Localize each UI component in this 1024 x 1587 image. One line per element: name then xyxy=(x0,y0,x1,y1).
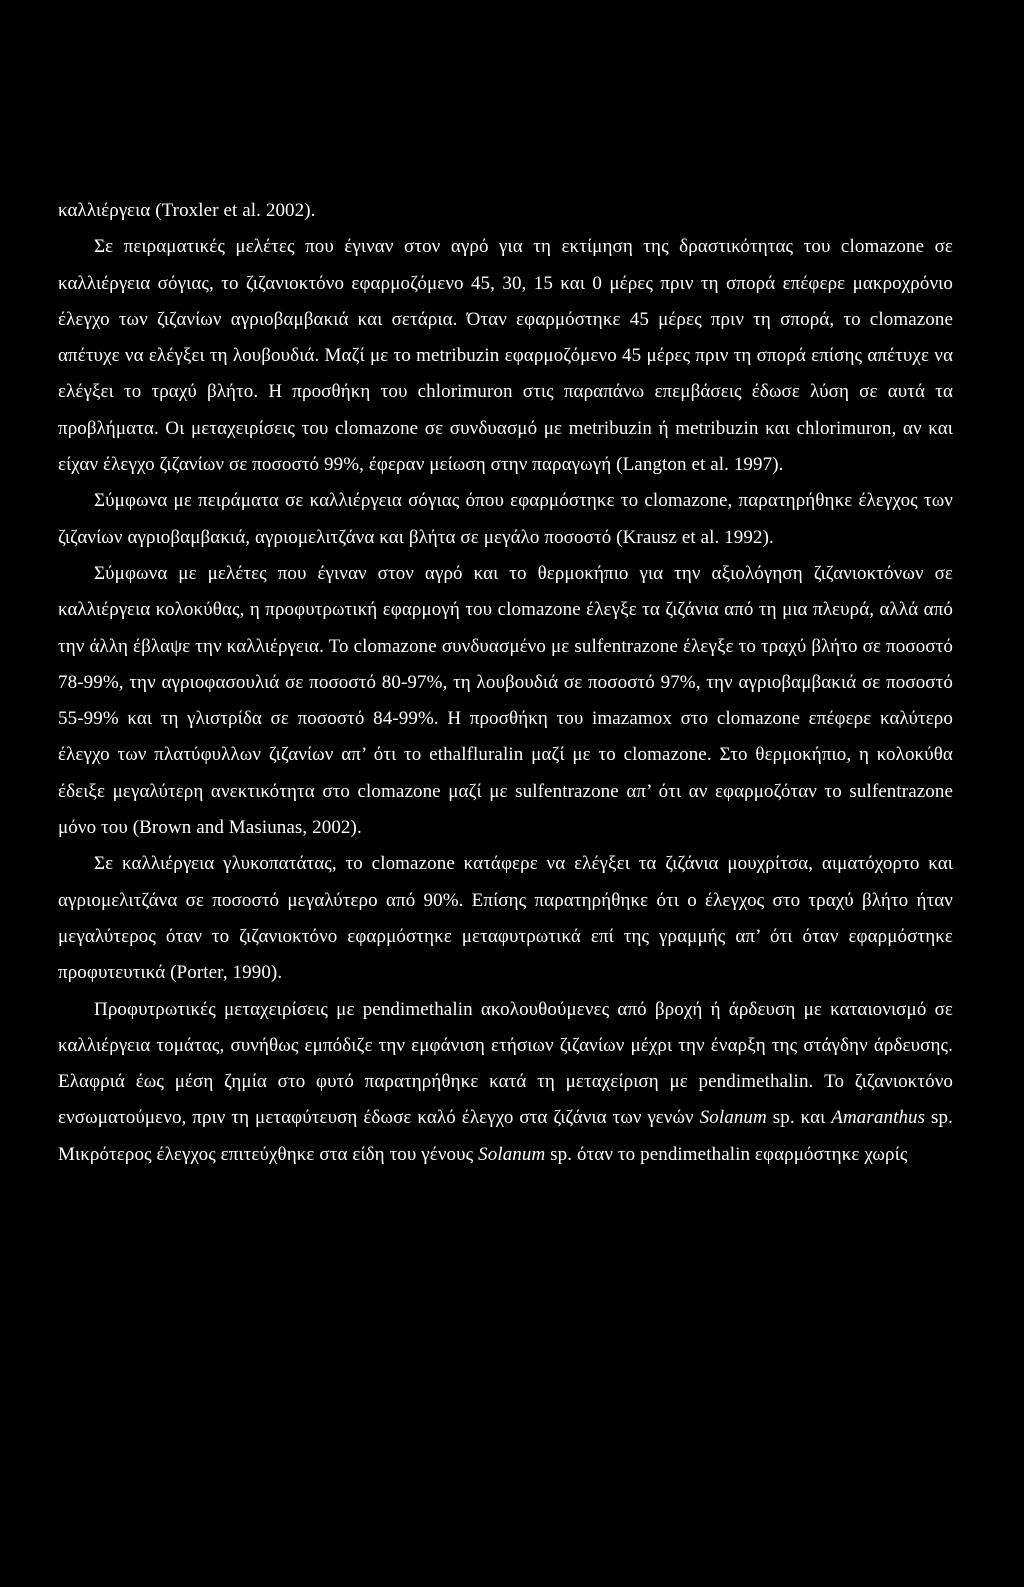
text-segment: sp. όταν το pendimethalin εφαρμόστηκε χωρίς xyxy=(545,1143,908,1165)
text-segment: Σε καλλιέργεια γλυκοπατάτας, το clomazone κατάφερε να ελέγξει τα ζιζάνια μουχρίτσα, αιματόχορτο και αγριομελιτζάνα σε ποσοστό μεγαλύτερο από 90%. Επίσης παρατηρήθηκε ότι ο έλεγχος στο τραχύ βλήτο ήταν μεγαλύτερος όταν το ζιζανιοκτόνο εφαρμόστηκε μεταφυτρωτικά επί της γραμμής απ’ ότι όταν εφαρμόστηκε προφυτευτικά (Porter, 1990). xyxy=(58,853,953,984)
paragraph-clomazone-sweet-potato xyxy=(58,846,953,991)
paragraph-clomazone-squash xyxy=(58,556,953,846)
paragraph-clomazone-soybean-experiments xyxy=(58,483,953,556)
paragraph-continuation xyxy=(58,193,953,229)
body-text xyxy=(58,193,953,1173)
text-segment: Σε πειραματικές μελέτες που έγιναν στον αγρό για τη εκτίμηση της δραστικότητας του clomazone σε καλλιέργεια σόγιας, το ζιζανιοκτόνο εφαρμοζόμενο 45, 30, 15 και 0 μέρες πριν τη σπορά επέφερε μακροχρόνιο έλεγχο των ζιζανίων αγριοβαμβακιά και σετάρια. Όταν εφαρμόστηκε 45 μέρες πριν τη σπορά, το clomazone απέτυχε να ελέγξει τη λουβουδιά. Μαζί με το metribuzin εφαρμοζόμενο 45 μέρες πριν τη σπορά επίσης απέτυχε να ελέγξει το τραχύ βλήτο. Η προσθήκη του chlorimuron στις παραπάνω επεμβάσεις έδωσε λύση σε αυτά τα προβλήματα. Οι μεταχειρίσεις του clomazone σε συνδυασμό με metribuzin ή metribuzin και chlorimuron, αν και είχαν έλεγχο ζιζανίων σε ποσοστό 99%, έφεραν μείωση στην παραγωγή (Langton et al. 1997). xyxy=(58,236,953,476)
text-segment: sp. Μικρότερος έλεγχος επιτεύχθηκε στα είδη του γένους xyxy=(58,1107,953,1165)
text-segment: sp. και xyxy=(766,1107,832,1129)
italic-taxon: Solanum xyxy=(699,1107,767,1129)
italic-taxon: Amaranthus xyxy=(831,1107,926,1129)
italic-taxon: Solanum xyxy=(478,1143,546,1165)
text-segment: Σύμφωνα με μελέτες που έγιναν στον αγρό και το θερμοκήπιο για την αξιολόγηση ζιζανιοκτόνων σε καλλιέργεια κολοκύθας, η προφυτρωτική εφαρμογή του clomazone έλεγξε τα ζιζάνια από τη μια πλευρά, αλλά από την άλλη έβλαψε την καλλιέργεια. Το clomazone συνδυασμένο με sulfentrazone έλεγξε το τραχύ βλήτο σε ποσοστό 78-99%, την αγριοφασουλιά σε ποσοστό 80-97%, τη λουβουδιά σε ποσοστό 97%, την αγριοβαμβακιά σε ποσοστό 55-99% και τη γλιστρίδα σε ποσοστό 84-99%. Η προσθήκη του imazamox στο clomazone επέφερε καλύτερο έλεγχο των πλατύφυλλων ζιζανίων απ’ ότι το ethalfluralin μαζί με το clomazone. Στο θερμοκήπιο, η κολοκύθα έδειξε μεγαλύτερη ανεκτικότητα στο clomazone μαζί με sulfentrazone απ’ ότι αν εφαρμοζόταν το sulfentrazone μόνο του (Brown and Masiunas, 2002). xyxy=(58,562,953,839)
paragraph-pendimethalin-tomato xyxy=(58,992,953,1173)
text-segment: καλλιέργεια (Troxler et al. 2002). xyxy=(58,200,316,221)
paragraph-clomazone-soybean-field xyxy=(58,229,953,483)
text-segment: Σύμφωνα με πειράματα σε καλλιέργεια σόγιας όπου εφαρμόστηκε το clomazone, παρατηρήθηκε έλεγχος των ζιζανίων αγριοβαμβακιά, αγριομελιτζάνα και βλήτα σε μεγάλο ποσοστό (Krausz et al. 1992). xyxy=(58,490,953,548)
text-segment: Προφυτρωτικές μεταχειρίσεις με pendimethalin ακολουθούμενες από βροχή ή άρδευση με καταιονισμό σε καλλιέργεια τομάτας, συνήθως εμπόδιζε την εμφάνιση ετήσιων ζιζανίων μέχρι την έναρξη της στάγδην άρδευσης. Ελαφριά έως μέση ζημία στο φυτό παρατηρήθηκε κατά τη μεταχείριση με pendimethalin. Το ζιζανιοκτόνο ενσωματούμενο, πριν τη μεταφύτευση έδωσε καλό έλεγχο στα ζιζάνια των γενών xyxy=(58,998,953,1129)
